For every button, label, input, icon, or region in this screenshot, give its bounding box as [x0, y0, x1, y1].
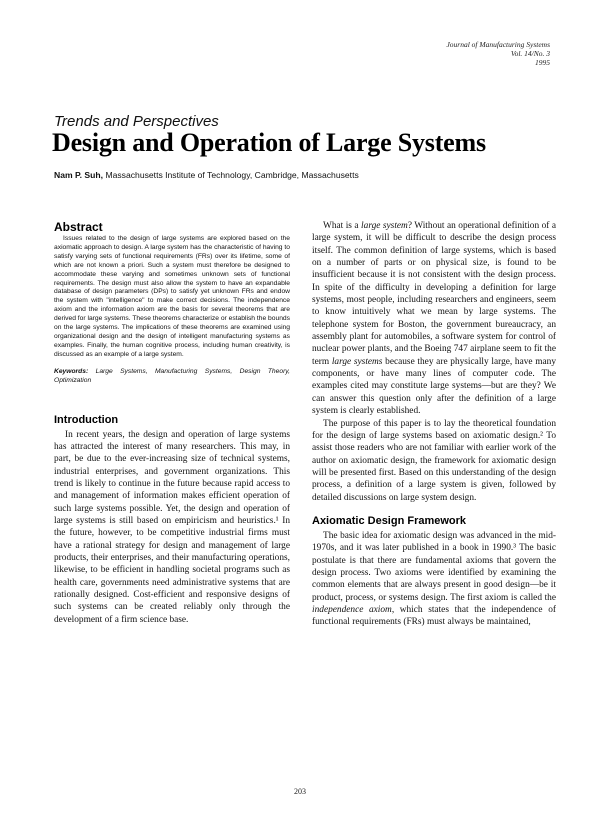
introduction-section: [54, 414, 290, 627]
journal-header: [446, 40, 550, 67]
p1-start: What is a: [323, 221, 362, 231]
journal-year: 1995: [535, 58, 550, 67]
large-system-paragraph: [312, 220, 556, 418]
abstract-heading: Abstract: [54, 220, 103, 234]
ax-start: The basic idea for axiomatic design was advanced in the mid-1970s, and it was later published in a book in 1990.³ The basic postulate is that there are fundamental axioms that govern the design process. Two axioms were identified by examining the common elements that are always present in good design—be it product, process, or systems design. The first axiom is called the: [312, 530, 556, 603]
section-label: Trends and Perspectives: [54, 113, 219, 130]
keywords: [54, 368, 290, 386]
keywords-label: Keywords:: [54, 367, 89, 375]
p1-italic: large system: [361, 221, 408, 231]
p1-italic-2: large systems: [331, 356, 383, 367]
introduction-text: In recent years, the design and operation of large systems has attracted the interest of many researchers. This may, in part, be due to the ever-increasing size of technical systems, industrial enterprises, and government organizations. This trend is likely to continue in the future because rapid access to and management of information makes efficient operation of such large systems possible. Yet, the design and operation of large systems is still based on empiricism and heuristics.¹ In the future, however, to be competitive industrial firms must have a rational strategy for design and management of large products, their enterprises, and their manufacturing operations, likewise, to be efficient in handling societal programs such as health care, governments need administrative systems that are rationally designed. Cost-efficient and responsive designs of such systems can be created reliably only through the development of a firm science base.: [54, 429, 290, 625]
journal-volume: Vol. 14/No. 3: [510, 49, 550, 58]
left-column: [54, 220, 290, 626]
right-column: [312, 220, 556, 629]
introduction-heading: Introduction: [54, 413, 119, 426]
keywords-list: Large Systems, Manufacturing Systems, Design Theory, Optimization: [54, 367, 290, 384]
ax-end: , which states that the independence of functional requirements (FRs) must always be maintained,: [312, 604, 556, 628]
axiomatic-section: [312, 515, 556, 629]
author-line: [54, 170, 359, 180]
author-affiliation: Massachusetts Institute of Technology, Cambridge, Massachusetts: [105, 170, 359, 180]
purpose-paragraph: The purpose of this paper is to lay the theoretical foundation for the design of large systems based on axiomatic design.² To assist those readers who are not familiar with earlier work of the author on axiomatic design, the framework for axiomatic design will be presented first. Based on this understanding of the design process, a definition of a large system is given, followed by detailed discussions on large system design.: [312, 418, 556, 503]
p1-mid: ? Without an operational definition of a large system, it will be difficult to describe the design process itself. The common definition of large systems, which is based on a number of parts or on physical size, is found to be insufficient because it is not consistent with the design process. In spite of the difficulty in developing a definition for large systems, most people, including researchers and engineers, seem to know intuitively what we mean by large systems. The telephone system for Boston, the government bureaucracy, an assembly plant for automobiles, a software system for control of nuclear power plants, and the Boeing 747 airplane seem to fit the term: [312, 221, 556, 367]
axiomatic-heading: Axiomatic Design Framework: [312, 514, 467, 527]
axiomatic-paragraph: [312, 530, 556, 629]
abstract-text: Issues related to the design of large systems are explored based on the axiomatic approach to design. A large system has the characteristic of having to satisfy varying sets of functional requirements (FRs) over its lifetime, some of which are not known a priori. Such a system must therefore be designed to accommodate these varying and sometimes unknown sets of functional requirements. The design must also allow the system to have an expandable database of design parameters (DPs) to satisfy yet unknown FRs and endow the system with "intelligence" to make correct decisions. The independence axiom and the information axiom are the basis for several theorems that are derived for large systems. These theorems characterize or establish the bounds on the large systems. The implications of these theorems are examined using organizational design and the design of intelligent manufacturing systems as examples. Finally, the human cognitive process, including human creativity, is discussed as an example of a large system.: [54, 235, 290, 358]
journal-name: Journal of Manufacturing Systems: [446, 40, 550, 49]
page-number: 203: [294, 787, 306, 796]
paper-title: Design and Operation of Large Systems: [52, 128, 486, 157]
p1-end: because they are physically large, have many components, or have many lines of computer code. The examples cited may constitute large systems—but are they? We can answer this question only after the definition of a large system is clearly established.: [312, 356, 557, 417]
author-name: Nam P. Suh,: [54, 170, 104, 180]
ax-italic: independence axiom: [312, 604, 392, 615]
